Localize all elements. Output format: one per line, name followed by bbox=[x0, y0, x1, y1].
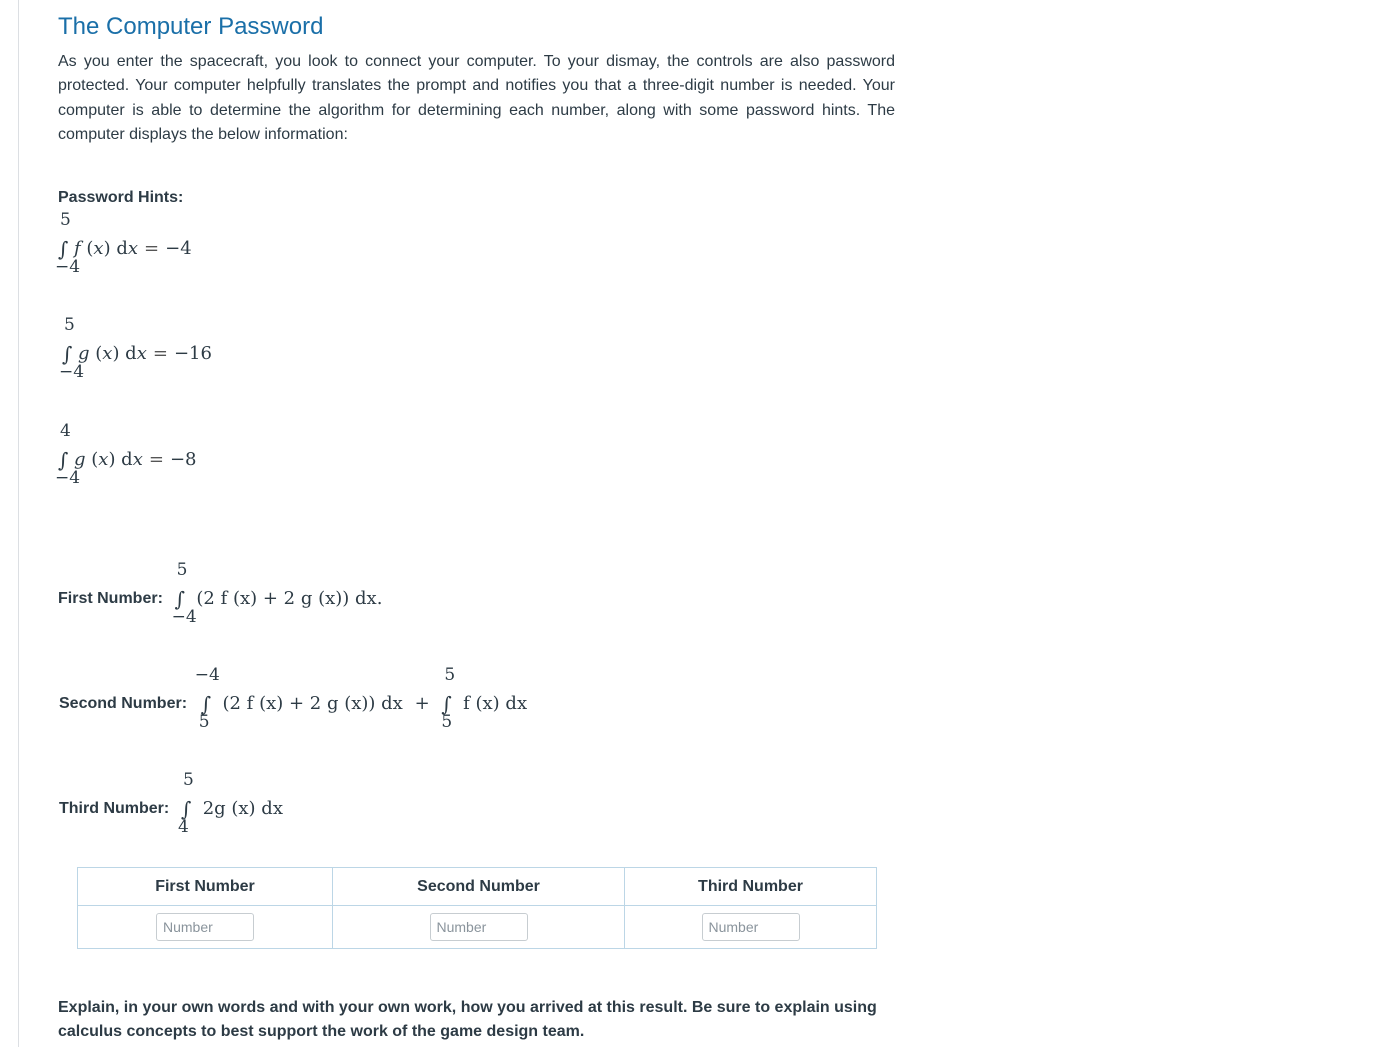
upper-bound: −4 bbox=[194, 665, 220, 685]
integral-sign: ∫ 5 −4 bbox=[55, 210, 81, 277]
function-name: g bbox=[78, 343, 90, 364]
lower-bound: −4 bbox=[171, 607, 197, 627]
column-header-first: First Number bbox=[78, 868, 333, 906]
hints-heading: Password Hints: bbox=[58, 189, 184, 206]
lower-bound: 4 bbox=[177, 817, 189, 837]
first-number-label: First Number: bbox=[58, 590, 163, 607]
second-number-integrand-2: f (x) dx bbox=[463, 693, 528, 714]
variable: x bbox=[93, 238, 104, 259]
third-number-expression bbox=[59, 770, 283, 837]
column-header-third: Third Number bbox=[625, 868, 877, 906]
lower-bound: 5 bbox=[198, 712, 210, 732]
lower-bound: −4 bbox=[59, 362, 85, 382]
upper-bound: 4 bbox=[60, 421, 71, 441]
answer-table-header-row bbox=[78, 868, 877, 906]
upper-bound: 5 bbox=[176, 560, 188, 580]
hint-equation-1: ∫ 5 −4 f (x) dx = −4 bbox=[55, 210, 192, 277]
first-number-input[interactable] bbox=[156, 913, 254, 941]
answer-table-input-row bbox=[78, 906, 877, 949]
hint-equation-2: ∫ 5 −4 g (x) dx = −16 bbox=[59, 315, 212, 382]
answer-cell-first bbox=[78, 906, 333, 949]
function-name: f bbox=[74, 238, 81, 259]
third-number-integrand: 2g (x) dx bbox=[202, 798, 283, 819]
answer-cell-third bbox=[625, 906, 877, 949]
integral-sign: ∫ 5 −4 bbox=[59, 315, 85, 382]
variable: x bbox=[102, 343, 113, 364]
intro-paragraph: As you enter the spacecraft, you look to connect your computer. To your dismay, the controls are also password protected. Your computer helpfully translates the prompt and notifies you that a three-digit number is needed. Your computer is able to determine the algorithm for determining each number, along with some password hints. The computer displays the below information: bbox=[58, 53, 895, 143]
content-left-border bbox=[18, 0, 19, 1047]
hint-result: −16 bbox=[173, 343, 212, 364]
plus-sign: + bbox=[414, 693, 430, 714]
explain-prompt: Explain, in your own words and with your own work, how you arrived at this result. Be sure to explain using calculus concepts to best support the work of the game design team. bbox=[58, 999, 877, 1040]
hint-result: −4 bbox=[165, 238, 192, 259]
integral-sign: ∫ 5 −4 bbox=[171, 560, 197, 627]
lower-bound: −4 bbox=[55, 468, 81, 488]
upper-bound: 5 bbox=[60, 210, 71, 230]
second-number-input[interactable] bbox=[430, 913, 528, 941]
upper-bound: 5 bbox=[444, 665, 456, 685]
variable: x bbox=[98, 449, 109, 470]
column-header-second: Second Number bbox=[333, 868, 625, 906]
hint-result: −8 bbox=[169, 449, 197, 470]
upper-bound: 5 bbox=[182, 770, 194, 790]
second-number-label: Second Number: bbox=[59, 695, 188, 712]
hint-equation-3: ∫ 4 −4 g (x) dx = −8 bbox=[55, 421, 197, 488]
page-title: The Computer Password bbox=[58, 13, 324, 40]
function-name: g bbox=[74, 449, 86, 470]
integral-sign: ∫ −4 5 bbox=[194, 665, 220, 732]
answer-table bbox=[77, 867, 877, 949]
answer-cell-second bbox=[333, 906, 625, 949]
lower-bound: 5 bbox=[441, 712, 453, 732]
integral-sign: ∫ 4 −4 bbox=[55, 421, 81, 488]
third-number-input[interactable] bbox=[702, 913, 800, 941]
first-number-expression bbox=[58, 560, 383, 627]
first-number-integrand: (2 f (x) + 2 g (x)) dx. bbox=[196, 588, 383, 609]
second-number-integrand-1: (2 f (x) + 2 g (x)) dx bbox=[222, 693, 403, 714]
second-number-expression bbox=[59, 665, 528, 732]
lower-bound: −4 bbox=[55, 257, 81, 277]
upper-bound: 5 bbox=[64, 315, 75, 335]
third-number-label: Third Number: bbox=[59, 800, 170, 817]
integral-sign: ∫ 5 5 bbox=[441, 665, 456, 732]
integral-sign: ∫ 5 4 bbox=[177, 770, 194, 837]
